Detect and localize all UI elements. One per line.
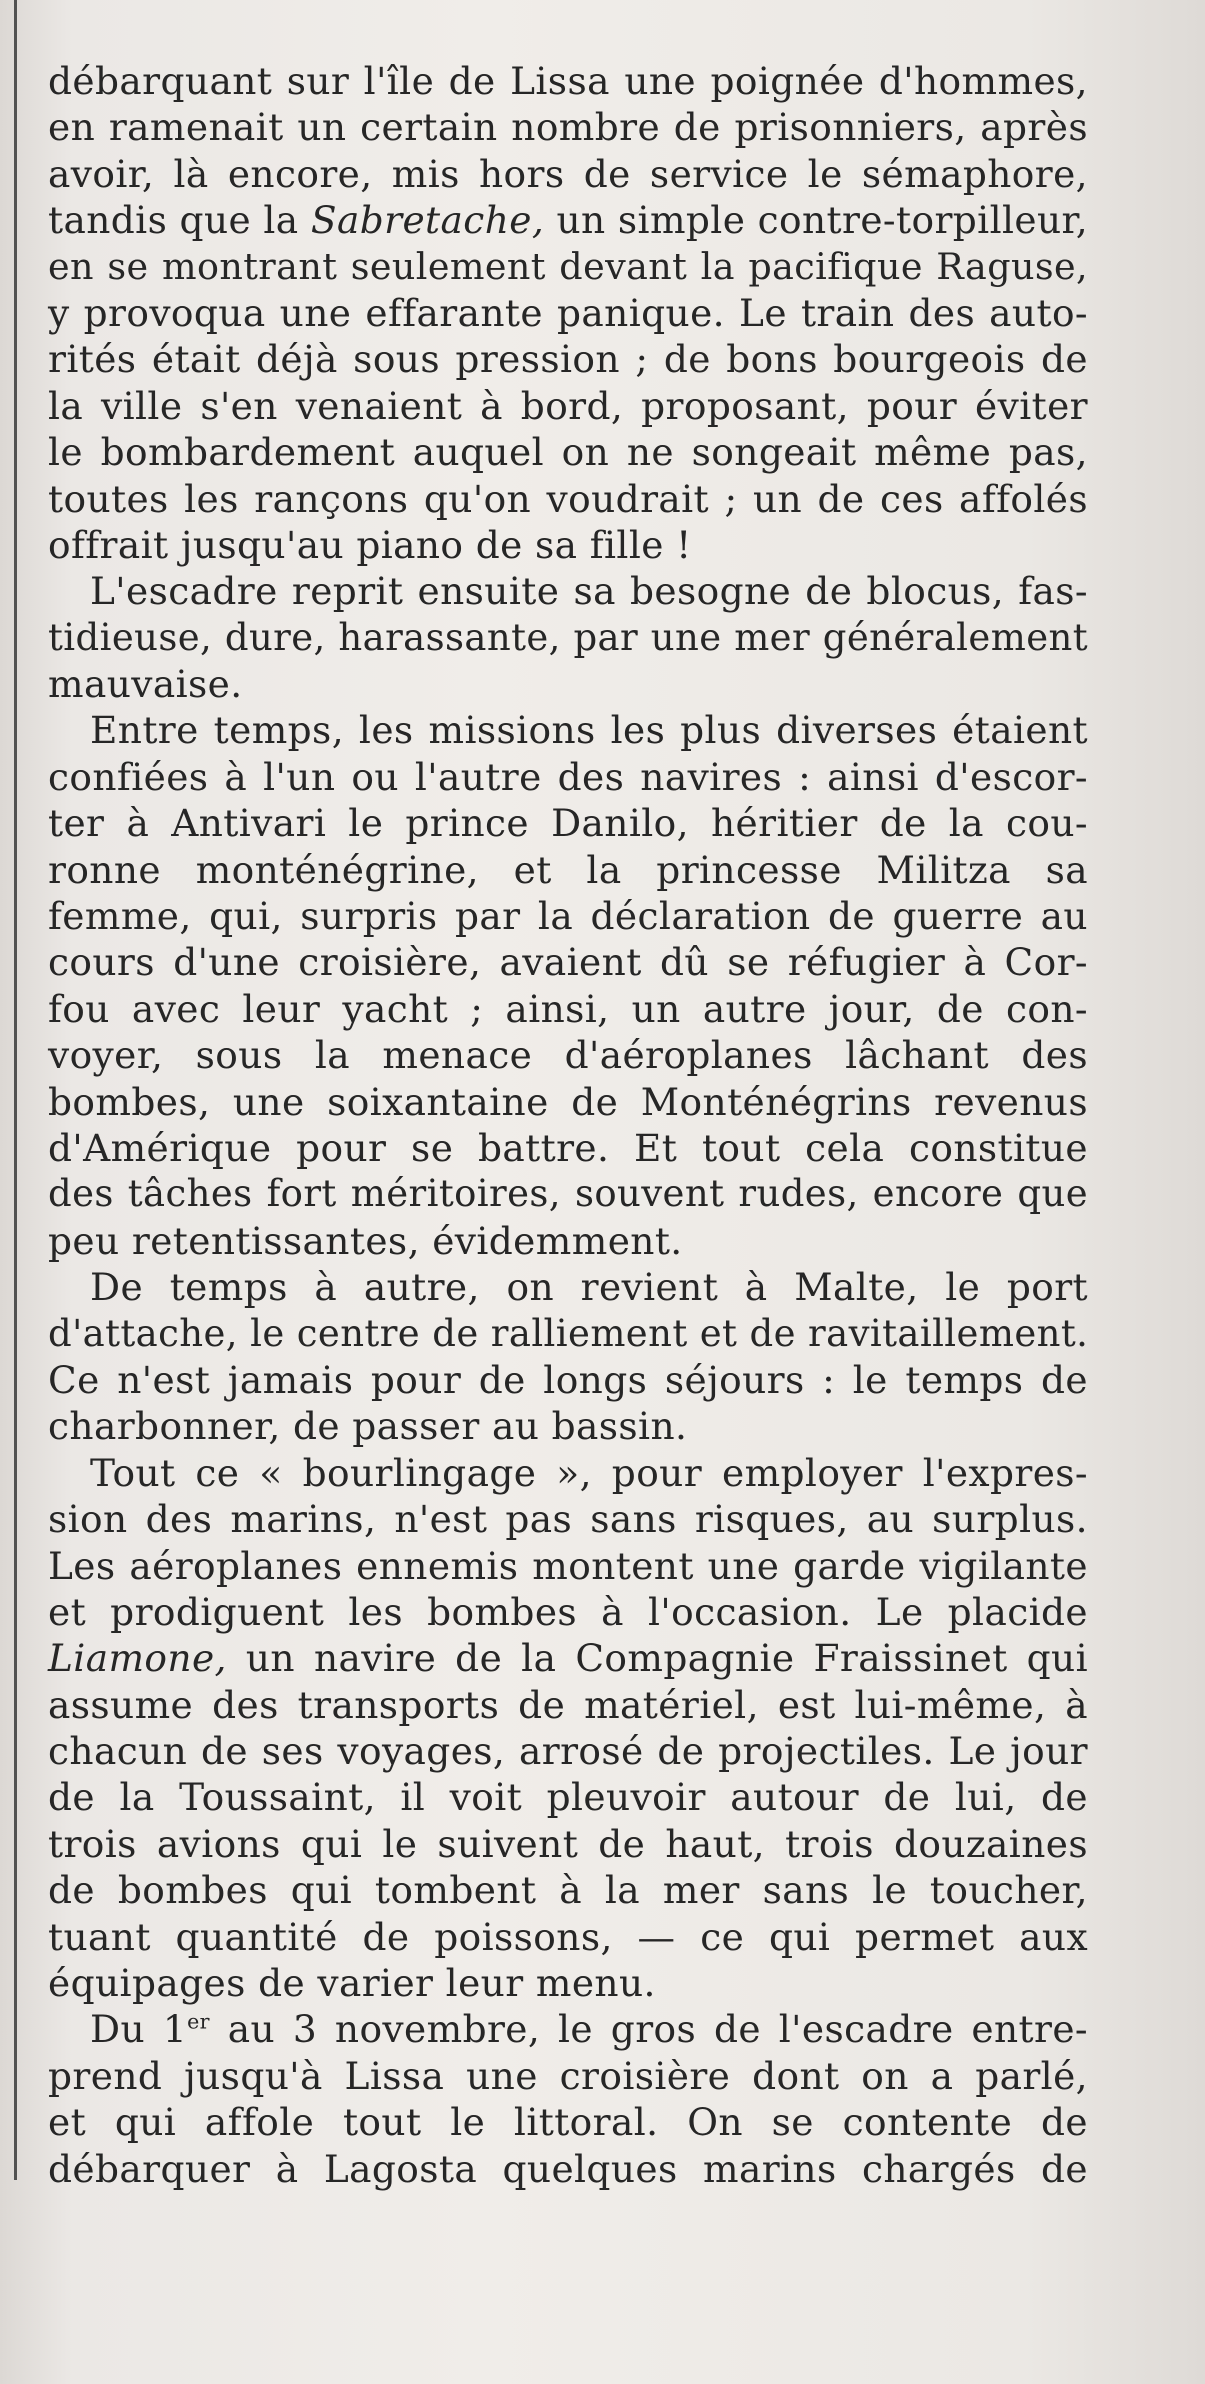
text-line: [48, 1357, 1088, 1403]
line-text: et prodiguent les bombes à l'occasion. Le placide: [48, 1589, 1088, 1634]
text-line: [48, 1589, 1088, 1635]
line-text: Les aéroplanes ennemis montent une garde vigilante: [48, 1543, 1088, 1588]
text-line: [48, 1543, 1088, 1589]
line-text: en ramenait un certain nombre de prisonniers, après: [48, 105, 1088, 150]
line-text: avoir, là encore, mis hors de service le sémaphore,: [48, 151, 1088, 196]
line-text-pre: Du 1: [90, 2007, 188, 2052]
line-text: rités était déjà sous pression ; de bons bourgeois de: [48, 337, 1088, 382]
line-text: fou avec leur yacht ; ainsi, un autre jour, de con-: [48, 986, 1088, 1031]
line-text: charbonner, de passer au bassin.: [48, 1404, 688, 1449]
line-text: le bombardement auquel on ne songeait même pas,: [48, 430, 1088, 475]
italic-ship-name: Sabretache,: [310, 198, 545, 243]
text-line: [48, 1867, 1088, 1913]
line-text-post: un simple contre-torpilleur,: [544, 198, 1089, 243]
text-line: [48, 197, 1088, 243]
line-text: Ce n'est jamais pour de longs séjours : le temps de: [48, 1357, 1088, 1402]
line-text: Tout ce « bourlingage », pour employer l'expres-: [90, 1450, 1088, 1495]
line-text: bombes, une soixantaine de Monténégrins revenus: [48, 1079, 1088, 1124]
line-text: la ville s'en venaient à bord, proposant, pour éviter: [48, 383, 1088, 428]
text-line: [48, 2099, 1088, 2145]
line-text: équipages de varier leur menu.: [48, 1961, 656, 2006]
line-text: assume des transports de matériel, est lui-même, à: [48, 1682, 1088, 1727]
line-text-post: au 3 novembre, le gros de l'escadre entre-: [209, 2007, 1088, 2052]
line-text: peu retentissantes, évidemment.: [48, 1218, 683, 1263]
line-text: Entre temps, les missions les plus diverses étaient: [90, 708, 1088, 753]
text-line: [48, 1264, 1088, 1310]
line-text: débarquer à Lagosta quelques marins chargés de: [48, 2146, 1088, 2191]
line-text: offrait jusqu'au piano de sa fille !: [48, 522, 692, 567]
line-text: débarquant sur l'île de Lissa une poignée d'hommes,: [48, 59, 1088, 103]
text-line: [48, 1914, 1088, 1960]
text-line: [48, 800, 1088, 846]
text-line: [48, 104, 1088, 150]
text-line: [48, 1125, 1088, 1171]
text-line: [48, 1635, 1088, 1681]
line-text: et qui affole tout le littoral. On se contente de: [48, 2100, 1088, 2145]
text-line: [48, 290, 1088, 336]
line-text: d'Amérique pour se battre. Et tout cela constitue: [48, 1125, 1088, 1170]
line-text-post: un navire de la Compagnie Fraissinet qui: [226, 1636, 1088, 1681]
text-line: [48, 1032, 1088, 1078]
text-line: [48, 1774, 1088, 1820]
text-line: [48, 1311, 1088, 1357]
text-line: [48, 847, 1088, 893]
line-text: tidieuse, dure, harassante, par une mer généralement: [48, 615, 1088, 659]
text-line: [48, 522, 1088, 568]
line-text: de bombes qui tombent à la mer sans le toucher,: [48, 1868, 1088, 1913]
line-text-pre: tandis que la: [48, 198, 311, 243]
text-line: [48, 2053, 1088, 2099]
text-line: [48, 568, 1088, 614]
line-text: sion des marins, n'est pas sans risques, au surplus.: [48, 1497, 1088, 1542]
text-line: [48, 893, 1088, 939]
line-text: des tâches fort méritoires, souvent rudes, encore que: [48, 1172, 1088, 1216]
text-line: [48, 1218, 1088, 1264]
text-line: [48, 615, 1088, 661]
line-text: ter à Antivari le prince Danilo, héritier de la cou-: [48, 801, 1088, 846]
line-text: tuant quantité de poissons, — ce qui permet aux: [48, 1914, 1088, 1959]
text-line: [48, 1821, 1088, 1867]
text-line: [48, 1079, 1088, 1125]
line-text: y provoqua une effarante panique. Le train des auto-: [48, 290, 1088, 335]
line-text: toutes les rançons qu'on voudrait ; un de ces affolés: [48, 476, 1088, 521]
text-line: [48, 707, 1088, 753]
text-line: [48, 661, 1088, 707]
text-line: [48, 244, 1088, 290]
line-text: chacun de ses voyages, arrosé de projectiles. Le jour: [48, 1729, 1088, 1774]
text-line: [48, 2006, 1088, 2052]
body-text: [48, 58, 1088, 2192]
italic-ship-name: Liamone,: [48, 1636, 227, 1681]
text-line: [48, 1450, 1088, 1496]
line-text: ronne monténégrine, et la princesse Militza sa: [48, 847, 1088, 892]
line-text: femme, qui, surpris par la déclaration de guerre au: [48, 894, 1088, 939]
line-text: prend jusqu'à Lissa une croisière dont on a parlé,: [48, 2053, 1088, 2098]
text-line: [48, 1728, 1088, 1774]
text-line: [48, 58, 1088, 104]
line-text: cours d'une croisière, avaient dû se réfugier à Cor-: [48, 940, 1088, 985]
line-text: L'escadre reprit ensuite sa besogne de blocus, fas-: [90, 569, 1088, 614]
superscript: er: [187, 2009, 210, 2034]
text-line: [48, 1960, 1088, 2006]
text-line: [48, 1496, 1088, 1542]
text-line: [48, 754, 1088, 800]
line-text: confiées à l'un ou l'autre des navires : ainsi d'escor-: [48, 754, 1088, 799]
text-line: [48, 429, 1088, 475]
binding-edge-line: [14, 0, 17, 2180]
text-line: [48, 939, 1088, 985]
text-line: [48, 986, 1088, 1032]
line-text: trois avions qui le suivent de haut, trois douzaines: [48, 1821, 1088, 1866]
line-text: en se montrant seulement devant la pacifique Raguse,: [48, 244, 1088, 288]
line-text: d'attache, le centre de ralliement et de ravitaillement.: [48, 1311, 1089, 1355]
line-text: mauvaise.: [48, 662, 243, 707]
text-line: [48, 1682, 1088, 1728]
text-line: [48, 476, 1088, 522]
line-text: de la Toussaint, il voit pleuvoir autour de lui, de: [48, 1775, 1088, 1820]
text-line: [48, 336, 1088, 382]
line-text: De temps à autre, on revient à Malte, le port: [90, 1265, 1088, 1310]
text-line: [48, 383, 1088, 429]
text-line: [48, 1403, 1088, 1449]
text-line: [48, 2146, 1088, 2192]
line-text: voyer, sous la menace d'aéroplanes lâchant des: [48, 1033, 1088, 1078]
text-line: [48, 151, 1088, 197]
text-line: [48, 1171, 1088, 1217]
